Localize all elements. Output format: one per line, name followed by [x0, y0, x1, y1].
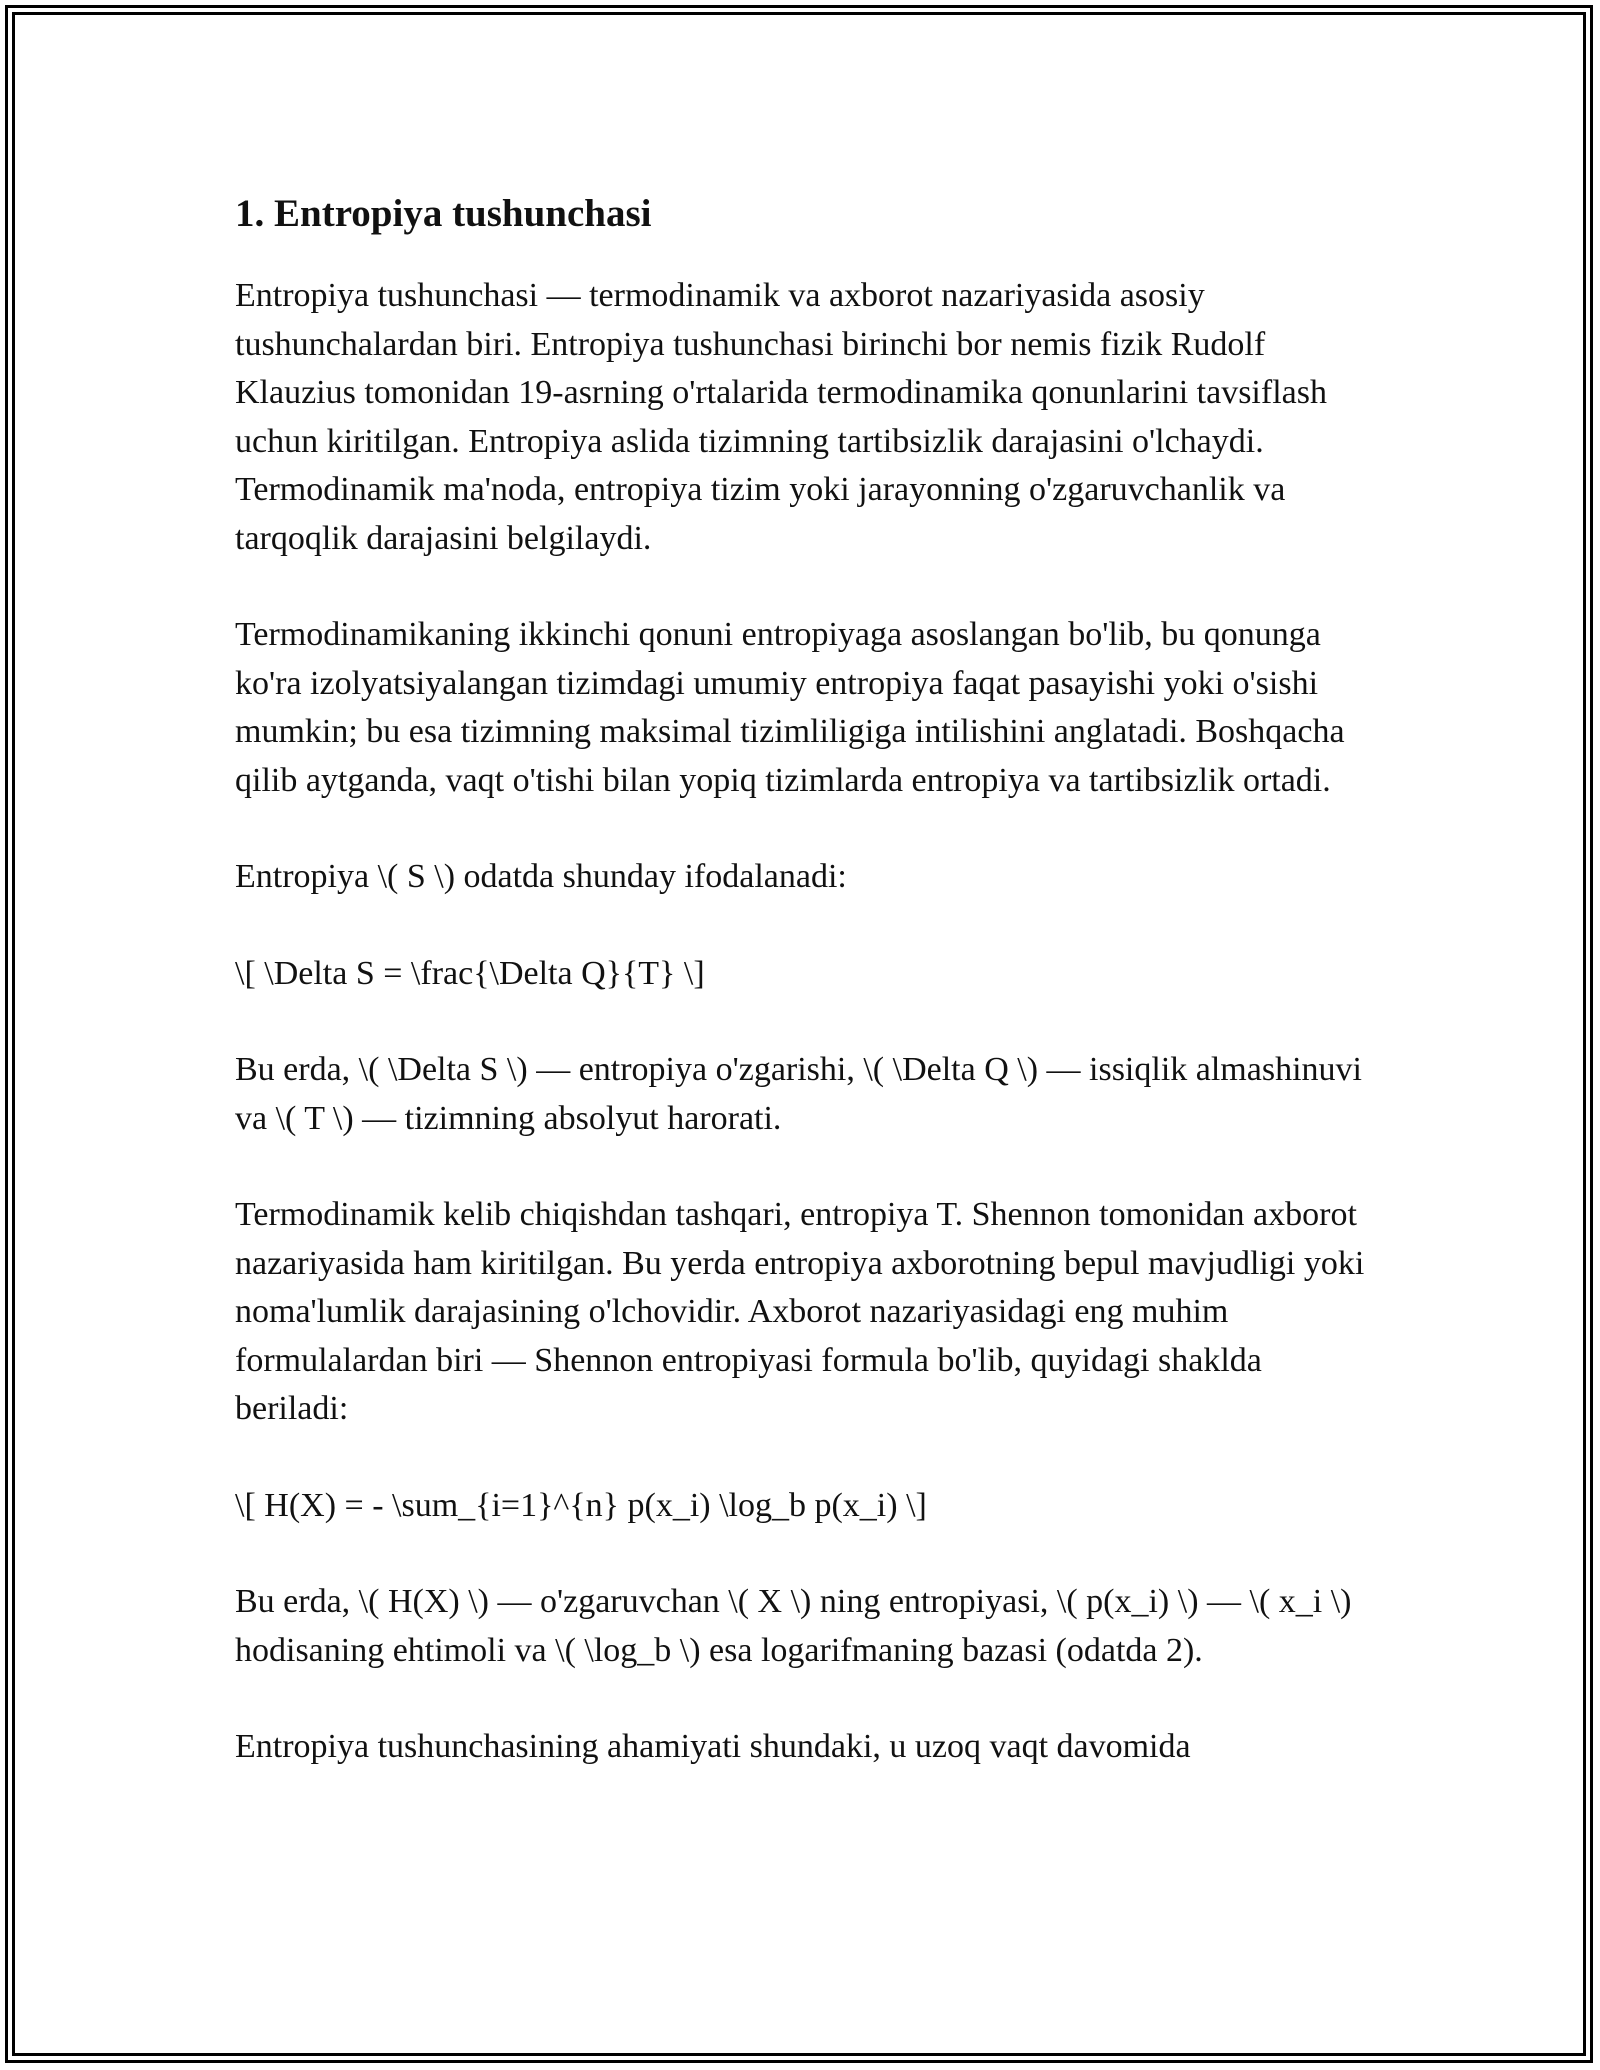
formula-clausius: \[ \Delta S = \frac{\Delta Q}{T} \] — [235, 954, 705, 992]
paragraph-significance: Entropiya tushunchasining ahamiyati shundaki, u uzoq vaqt davomida — [235, 1728, 1191, 1765]
section-heading: 1. Entropiya tushunchasi — [235, 192, 652, 235]
paragraph-shannon-intro: Termodinamik kelib chiqishdan tashqari, entropiya T. Shennon tomonidan axborot nazariyasida ham kiritilgan. Bu yerda entropiya axborotning bepul mavjudligi yoki noma'lumlik darajasining o'lchovidir. Axborot nazariyasidagi eng muhim formulalardan biri — Shennon entropiyasi formula bo'lib, quyidagi shaklda beriladi: — [235, 1196, 1365, 1427]
paragraph-second-law: Termodinamikaning ikkinchi qonuni entropiyaga asoslangan bo'lib, bu qonunga ko'ra izolyatsiyalangan tizimdagi umumiy entropiya faqat pasayishi yoki o'sishi mumkin; bu esa tizimning maksimal tizimliligiga intilishini anglatadi. Boshqacha qilib aytganda, vaqt o'tishi bilan yopiq tizimlarda entropiya va tartibsizlik ortadi. — [235, 616, 1345, 799]
paragraph-entropy-expression: Entropiya \( S \) odatda shunday ifodalanadi: — [235, 858, 847, 895]
formula-shannon: \[ H(X) = - \sum_{i=1}^{n} p(x_i) \log_b p(x_i) \] — [235, 1486, 927, 1524]
paragraph-shannon-terms: Bu erda, \( H(X) \) — o'zgaruvchan \( X \) ning entropiyasi, \( p(x_i) \) — \( x_i \) hodisaning ehtimoli va \( \log_b \) esa logarifmaning bazasi (odatda 2). — [235, 1583, 1352, 1669]
paragraph-clausius-terms: Bu erda, \( \Delta S \) — entropiya o'zgarishi, \( \Delta Q \) — issiqlik almashinuvi va \( T \) — tizimning absolyut harorati. — [235, 1051, 1362, 1137]
document-body — [235, 186, 1365, 1772]
paragraph-intro: Entropiya tushunchasi — termodinamik va axborot nazariyasida asosiy tushunchalardan biri. Entropiya tushunchasi birinchi bor nemis fizik Rudolf Klauzius tomonidan 19-asrning o'rtalarida termodinamika qonunlarini tavsiflash uchun kiritilgan. Entropiya aslida tizimning tartibsizlik darajasini o'lchaydi. Termodinamik ma'noda, entropiya tizim yoki jarayonning o'zgaruvchanlik va tarqoqlik darajasini belgilaydi. — [235, 277, 1327, 557]
